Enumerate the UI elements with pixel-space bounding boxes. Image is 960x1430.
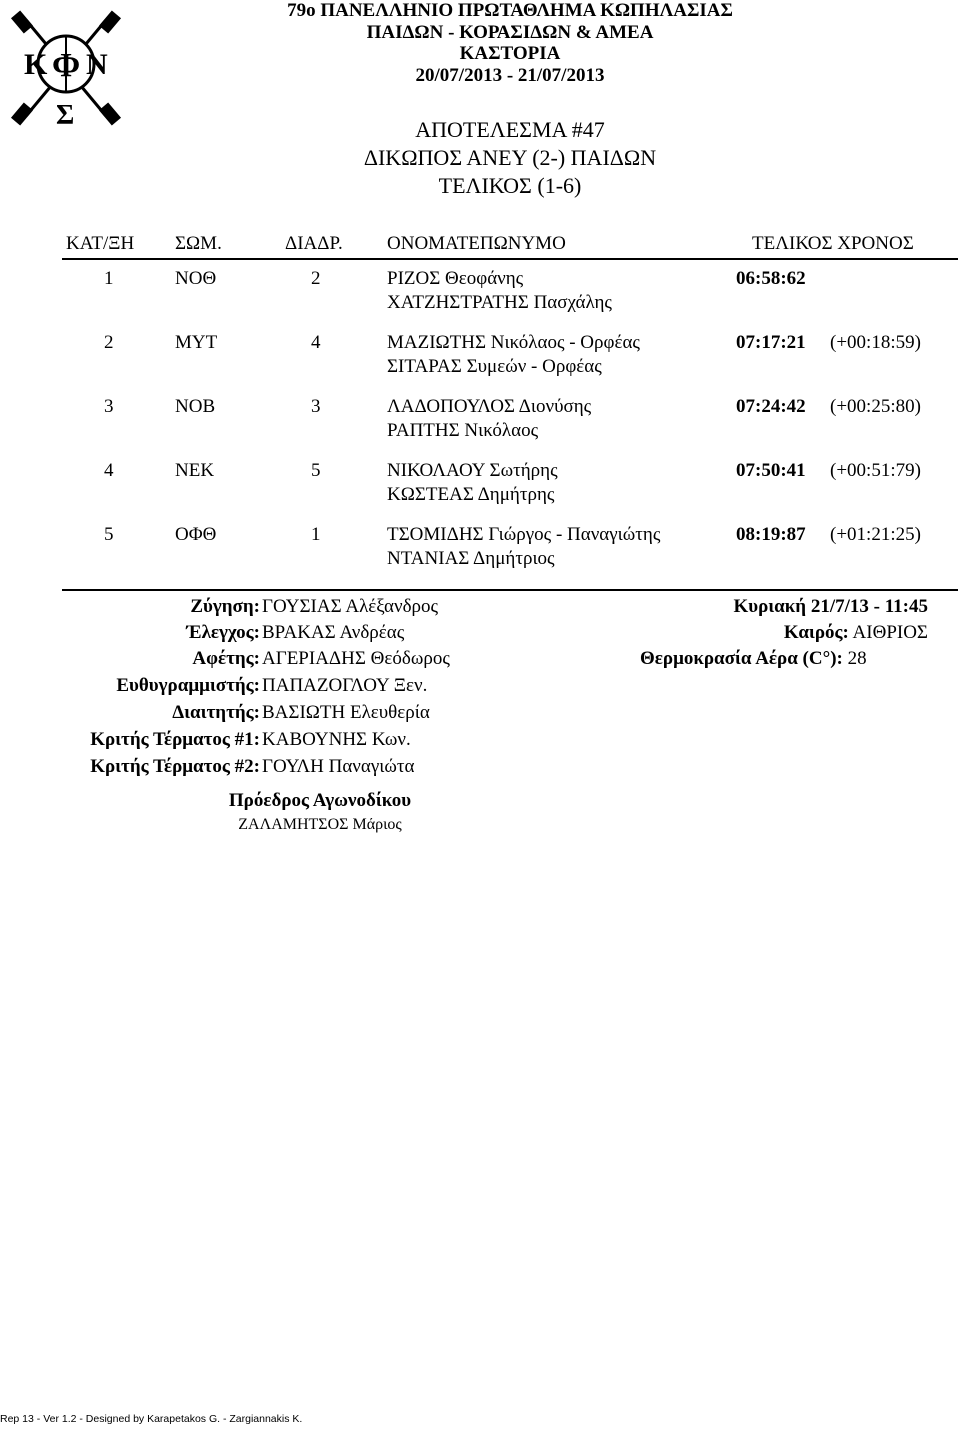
row-time: 07:17:21 — [736, 332, 806, 353]
weather-value: ΑΙΘΡΙΟΣ — [852, 622, 928, 643]
official-value-aligner: ΠΑΠΑΖΟΓΛΟΥ Ξεν. — [262, 675, 428, 696]
row-name-2: ΡΑΠΤΗΣ Νικόλαος — [387, 420, 539, 441]
header-line-1: 79ο ΠΑΝΕΛΛΗΝΙΟ ΠΡΩΤΑΘΛΗΜΑ ΚΩΠΗΛΑΣΙΑΣ — [287, 0, 733, 21]
row-name-2: ΚΩΣΤΕΑΣ Δημήτρης — [387, 484, 555, 505]
official-value-finish-judge-1: ΚΑΒΟΥΝΗΣ Κων. — [262, 729, 411, 750]
row-rank: 1 — [104, 268, 114, 289]
row-time: 07:50:41 — [736, 460, 806, 481]
row-lane: 3 — [311, 396, 321, 417]
row-diff: (+00:18:59) — [830, 332, 921, 353]
row-name-2: ΣΙΤΑΡΑΣ Συμεών - Ορφέας — [387, 356, 602, 377]
header-line-3: ΚΑΣΤΟΡΙΑ — [459, 43, 561, 64]
row-club: ΜΥΤ — [175, 332, 218, 353]
row-name-1: ΝΙΚΟΛΑΟΥ Σωτήρης — [387, 460, 558, 481]
row-name-2: ΝΤΑΝΙΑΣ Δημήτριος — [387, 548, 555, 569]
logo-letter-k: Κ — [24, 48, 48, 81]
event-name: ΔΙΚΩΠΟΣ ΑΝΕΥ (2-) ΠΑΙΔΩΝ — [363, 145, 657, 170]
logo-letter-s: Σ — [56, 100, 75, 128]
header-line-4: 20/07/2013 - 21/07/2013 — [415, 64, 605, 86]
footer-credits: Rep 13 - Ver 1.2 - Designed by Karapetakos G. - Zargiannakis K. — [0, 1413, 303, 1425]
row-name-1: ΤΣΟΜΙΔΗΣ Γιώργος - Παναγιώτης — [387, 524, 661, 545]
row-name-2: ΧΑΤΖΗΣΤΡΑΤΗΣ Πασχάλης — [387, 292, 612, 313]
official-value-umpire: ΒΑΣΙΩΤΗ Ελευθερία — [262, 702, 430, 723]
row-lane: 4 — [311, 332, 321, 353]
results-bottom-rule — [62, 589, 958, 591]
official-value-control: ΒΡΑΚΑΣ Ανδρέας — [262, 622, 405, 643]
row-time: 08:19:87 — [736, 524, 806, 545]
logo-letter-f: Φ — [52, 47, 81, 84]
col-header-time: ΤΕΛΙΚΟΣ ΧΡΟΝΟΣ — [752, 233, 914, 254]
official-label-starter: Αφέτης: — [192, 648, 260, 669]
official-label-umpire: Διαιτητής: — [172, 702, 260, 723]
race-datetime: Κυριακή 21/7/13 - 11:45 — [733, 596, 928, 617]
col-header-rank: ΚΑΤ/ΞΗ — [66, 233, 135, 254]
official-label-finish-judge-2: Κριτής Τέρματος #2: — [90, 756, 260, 777]
official-label-weighing: Ζύγηση: — [190, 596, 260, 617]
row-rank: 2 — [104, 332, 114, 353]
row-time: 07:24:42 — [736, 396, 806, 417]
official-label-aligner: Ευθυγραμμιστής: — [116, 675, 260, 696]
col-header-lane: ΔΙΑΔΡ. — [285, 233, 343, 254]
row-diff: (+00:25:80) — [830, 396, 921, 417]
col-header-name: ΟΝΟΜΑΤΕΠΩΝΥΜΟ — [387, 233, 566, 254]
row-name-1: ΛΑΔΟΠΟΥΛΟΣ Διονύσης — [387, 396, 592, 417]
president-title: Πρόεδρος Αγωνοδίκου — [228, 790, 412, 811]
row-club: ΝΟΒ — [175, 396, 216, 417]
weather-label: Καιρός: — [783, 622, 849, 643]
header-rule — [62, 258, 958, 260]
row-time: 06:58:62 — [736, 268, 806, 289]
federation-logo — [8, 6, 124, 128]
temperature-label: Θερμοκρασία Αέρα (C°): — [640, 648, 843, 669]
official-value-weighing: ΓΟΥΣΙΑΣ Αλέξανδρος — [262, 596, 439, 617]
event-phase: ΤΕΛΙΚΟΣ (1-6) — [438, 173, 582, 198]
row-name-1: ΜΑΖΙΩΤΗΣ Νικόλαος - Ορφέας — [387, 332, 640, 353]
official-value-finish-judge-2: ΓΟΥΛΗ Παναγιώτα — [262, 756, 415, 777]
weather — [784, 622, 928, 644]
result-title: ΑΠΟΤΕΛΕΣΜΑ #47 — [415, 117, 605, 142]
row-club: ΝΟΘ — [175, 268, 217, 289]
row-rank: 3 — [104, 396, 114, 417]
official-label-finish-judge-1: Κριτής Τέρματος #1: — [90, 729, 260, 750]
championship-header — [260, 0, 760, 86]
logo-letter-n: Ν — [86, 48, 108, 81]
president-name: ΖΑΛΑΜΗΤΣΟΣ Μάριος — [238, 816, 402, 833]
air-temperature — [640, 648, 867, 670]
row-diff: (+00:51:79) — [830, 460, 921, 481]
row-club: ΝΕΚ — [175, 460, 215, 481]
row-club: ΟΦΘ — [175, 524, 217, 545]
row-lane: 5 — [311, 460, 321, 481]
temperature-value: 28 — [847, 648, 867, 669]
row-rank: 5 — [104, 524, 114, 545]
header-line-2: ΠΑΙΔΩΝ - ΚΟΡΑΣΙΔΩΝ & ΑΜΕΑ — [366, 21, 654, 43]
row-lane: 1 — [311, 524, 321, 545]
col-header-club: ΣΩΜ. — [175, 233, 222, 254]
row-diff: (+01:21:25) — [830, 524, 921, 545]
row-name-1: ΡΙΖΟΣ Θεοφάνης — [387, 268, 524, 289]
row-lane: 2 — [311, 268, 321, 289]
official-value-starter: ΑΓΕΡΙΑΔΗΣ Θεόδωρος — [262, 648, 450, 669]
official-label-control: Έλεγχος: — [186, 622, 260, 643]
row-rank: 4 — [104, 460, 114, 481]
result-heading — [230, 116, 790, 200]
